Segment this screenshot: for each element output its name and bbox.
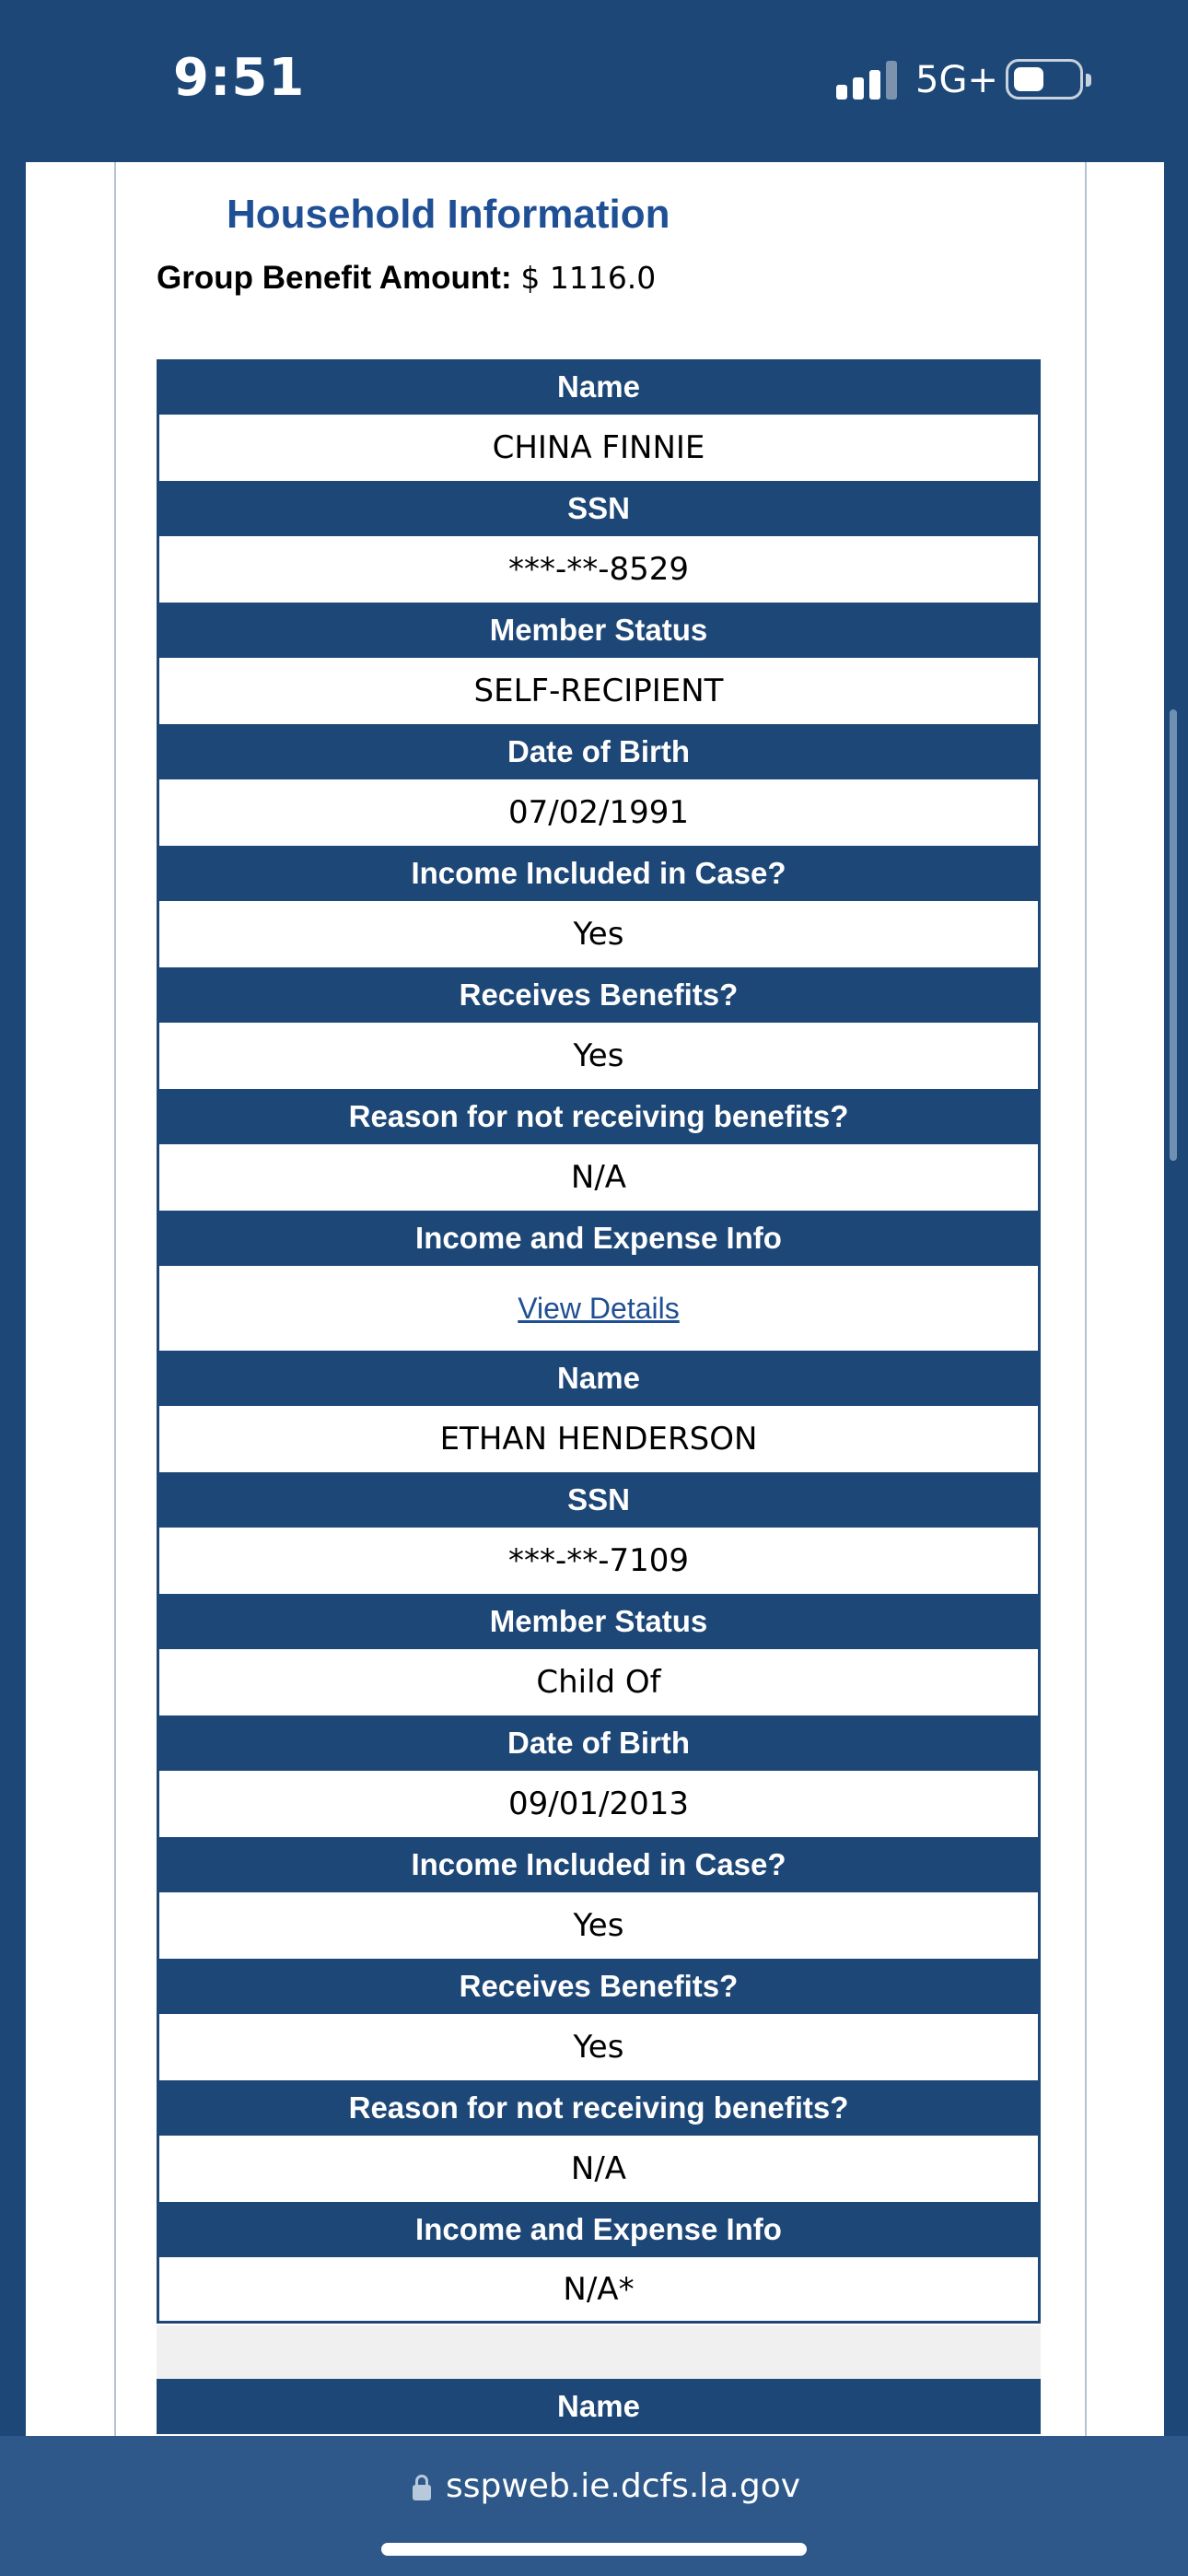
income-included-header: Income Included in Case? bbox=[159, 1837, 1038, 1892]
member-reason: N/A bbox=[159, 1144, 1038, 1211]
view-details-link[interactable]: View Details bbox=[518, 1291, 680, 1325]
member-ssn: ***-**-7109 bbox=[159, 1528, 1038, 1594]
member-income-included: Yes bbox=[159, 1892, 1038, 1959]
income-expense-header: Income and Expense Info bbox=[159, 1211, 1038, 1266]
member-status: SELF-RECIPIENT bbox=[159, 658, 1038, 724]
member-status-header: Member Status bbox=[159, 603, 1038, 658]
status-bar bbox=[0, 0, 1188, 162]
cellular-signal-icon bbox=[836, 61, 897, 100]
member-table bbox=[157, 1351, 1041, 2324]
reason-header: Reason for not receiving benefits? bbox=[159, 2080, 1038, 2136]
income-expense-cell bbox=[159, 1266, 1038, 1351]
network-type: 5G+ bbox=[915, 59, 998, 101]
member-income-included: Yes bbox=[159, 901, 1038, 967]
income-expense-cell: N/A* bbox=[159, 2257, 1038, 2324]
member-receives-benefits: Yes bbox=[159, 2014, 1038, 2080]
browser-address-bar[interactable] bbox=[0, 2436, 1188, 2576]
member-table bbox=[157, 2379, 1041, 2434]
name-header: Name bbox=[159, 359, 1038, 415]
member-status: Child Of bbox=[159, 1649, 1038, 1715]
member-name: CHINA FINNIE bbox=[159, 415, 1038, 481]
status-time: 9:51 bbox=[173, 48, 306, 108]
member-ssn: ***-**-8529 bbox=[159, 536, 1038, 603]
name-header: Name bbox=[159, 2379, 1038, 2434]
ssn-header: SSN bbox=[159, 1472, 1038, 1528]
receives-benefits-header: Receives Benefits? bbox=[159, 967, 1038, 1023]
reason-header: Reason for not receiving benefits? bbox=[159, 1089, 1038, 1144]
income-expense-header: Income and Expense Info bbox=[159, 2202, 1038, 2257]
group-benefit-label: Group Benefit Amount: bbox=[157, 260, 512, 296]
page-scrollbar[interactable] bbox=[1170, 709, 1177, 1161]
url-text[interactable]: sspweb.ie.dcfs.la.gov bbox=[446, 2467, 801, 2505]
member-receives-benefits: Yes bbox=[159, 1023, 1038, 1089]
lock-icon bbox=[413, 2475, 431, 2500]
dob-header: Date of Birth bbox=[159, 1715, 1038, 1771]
ssn-header: SSN bbox=[159, 481, 1038, 536]
battery-icon bbox=[1006, 59, 1083, 100]
member-dob: 09/01/2013 bbox=[159, 1771, 1038, 1837]
name-header: Name bbox=[159, 1351, 1038, 1406]
home-indicator[interactable] bbox=[381, 2543, 807, 2556]
income-included-header: Income Included in Case? bbox=[159, 846, 1038, 901]
table-separator bbox=[157, 2325, 1041, 2379]
web-page bbox=[26, 162, 1164, 2436]
dob-header: Date of Birth bbox=[159, 724, 1038, 779]
member-dob: 07/02/1991 bbox=[159, 779, 1038, 846]
member-reason: N/A bbox=[159, 2136, 1038, 2202]
member-table bbox=[157, 359, 1041, 1351]
page-title: Household Information bbox=[227, 192, 670, 237]
member-status-header: Member Status bbox=[159, 1594, 1038, 1649]
receives-benefits-header: Receives Benefits? bbox=[159, 1959, 1038, 2014]
group-benefit-amount bbox=[157, 260, 656, 297]
member-name: ETHAN HENDERSON bbox=[159, 1406, 1038, 1472]
group-benefit-value: $ 1116.0 bbox=[520, 260, 657, 296]
